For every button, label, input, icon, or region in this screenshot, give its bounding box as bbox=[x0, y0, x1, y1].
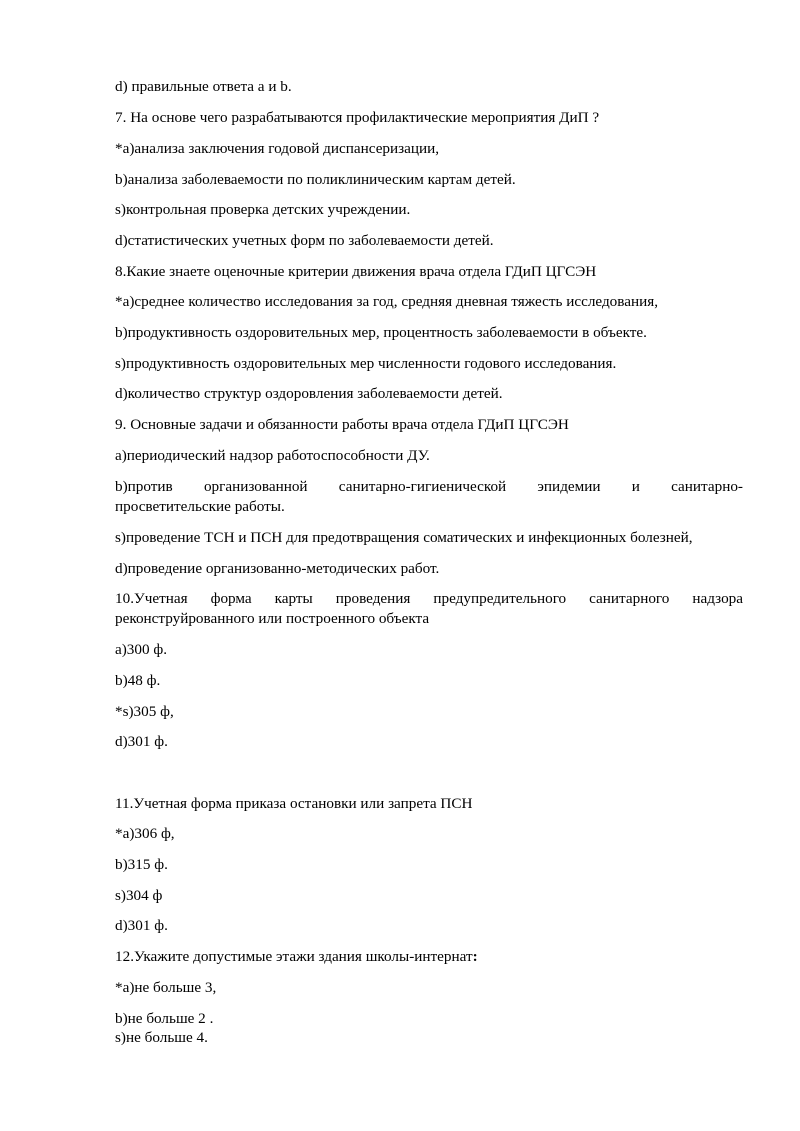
answer-s-q12: s)не больше 4. bbox=[115, 1029, 208, 1046]
answer-a-q9: а)периодический надзор работоспособности ДУ. bbox=[115, 447, 430, 464]
answer-d-q10: d)301 ф. bbox=[115, 733, 168, 750]
answer-d-q11: d)301 ф. bbox=[115, 917, 168, 934]
answer-b-q11: b)315 ф. bbox=[115, 856, 168, 873]
answer-a-q11: *а)306 ф, bbox=[115, 825, 175, 842]
answer-b-q10: b)48 ф. bbox=[115, 672, 161, 689]
question-12-text: 12.Укажите допустимые этажи здания школы-интернат bbox=[115, 948, 473, 965]
answer-a-q7: *а)анализа заключения годовой диспансеризации, bbox=[115, 140, 440, 157]
answer-a-q8: *а)среднее количество исследования за год, средняя дневная тяжесть исследования, bbox=[115, 293, 659, 310]
answer-b-q7: b)анализа заболеваемости по поликлиническим картам детей. bbox=[115, 171, 516, 188]
question-7: 7. На основе чего разрабатываются профилактические мероприятия ДиП ? bbox=[115, 109, 600, 126]
answer-s-q9: s)проведение ТСН и ПСН для предотвращения соматических и инфекционных болезней, bbox=[115, 529, 693, 546]
answer-d-q6: d) правильные ответа а и b. bbox=[115, 78, 292, 95]
question-10-cont: реконструйрованного или построенного объекта bbox=[115, 610, 430, 627]
answer-d-q9: d)проведение организованно-методических работ. bbox=[115, 560, 440, 577]
answer-s-q7: s)контрольная проверка детских учреждении. bbox=[115, 201, 411, 218]
answer-d-q7: d)статистических учетных форм по заболеваемости детей. bbox=[115, 232, 494, 249]
answer-b-q9-cont: просветительские работы. bbox=[115, 498, 285, 515]
answer-b-q12: b)не больше 2 . bbox=[115, 1010, 214, 1027]
answer-a-q12: *а)не больше 3, bbox=[115, 979, 217, 996]
answer-s-q10: *s)305 ф, bbox=[115, 703, 174, 720]
question-10: 10.Учетная форма карты проведения предупредительного санитарного надзора bbox=[115, 590, 743, 607]
question-11: 11.Учетная форма приказа остановки или запрета ПСН bbox=[115, 795, 473, 812]
question-12-colon: : bbox=[472, 948, 478, 965]
answer-s-q8: s)продуктивность оздоровительных мер численности годового исследования. bbox=[115, 355, 617, 372]
answer-d-q8: d)количество структур оздоровления заболеваемости детей. bbox=[115, 385, 503, 402]
answer-b-q9: b)против организованной санитарно-гигиенической эпидемии и санитарно- bbox=[115, 478, 743, 495]
answer-a-q10: а)300 ф. bbox=[115, 641, 168, 658]
answer-s-q11: s)304 ф bbox=[115, 887, 163, 904]
answer-b-q8: b)продуктивность оздоровительных мер, процентность заболеваемости в объекте. bbox=[115, 324, 647, 341]
question-9: 9. Основные задачи и обязанности работы врача отдела ГДиП ЦГСЭН bbox=[115, 416, 569, 433]
question-12 bbox=[115, 947, 743, 967]
question-8: 8.Какие знаете оценочные критерии движения врача отдела ГДиП ЦГСЭН bbox=[115, 263, 597, 280]
